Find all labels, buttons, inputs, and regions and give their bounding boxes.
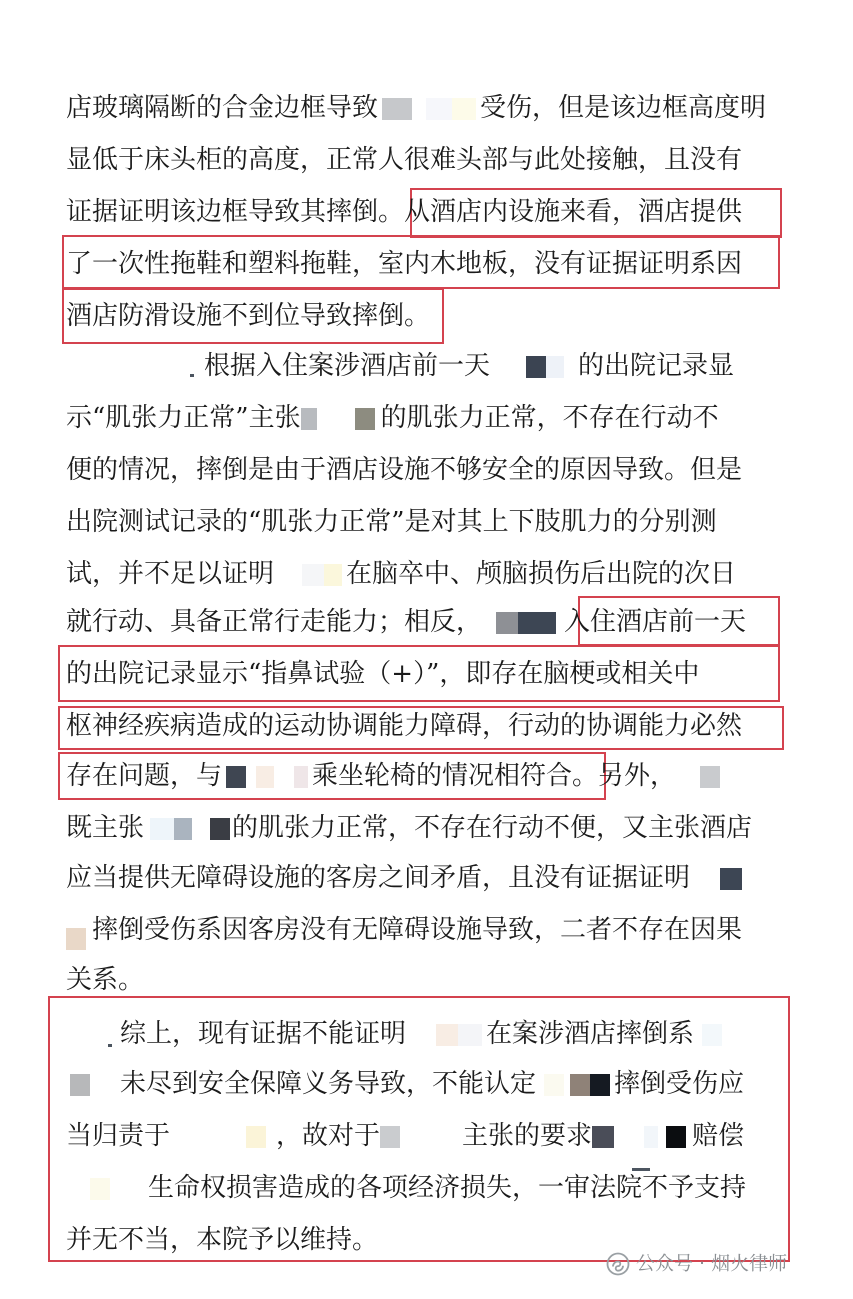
text-segment: 存在问题，与: [66, 761, 223, 791]
redaction-mask: [174, 818, 192, 840]
text-segment: 既主张: [66, 813, 145, 843]
text-segment: 在案涉酒店摔倒系: [486, 1019, 695, 1049]
text-line-2: [66, 140, 742, 180]
redaction-mask: [436, 1024, 458, 1046]
text-segment: 便的情况，摔倒是由于酒店设施不够安全的原因导致。但是: [66, 455, 743, 485]
text-line-16: [66, 858, 742, 898]
text-line-1: [66, 88, 766, 128]
text-line-21: [66, 1116, 744, 1156]
text-segment: 在脑卒中、颅脑损伤后出院的次日: [346, 559, 737, 589]
text-line-4: [66, 244, 742, 284]
redaction-mask: [301, 408, 317, 430]
redaction-mask: [150, 818, 174, 840]
redaction-mask: [546, 356, 564, 378]
text-segment: 的出院记录显示“指鼻试验（+）”，即存在脑梗或相关中: [66, 659, 700, 689]
text-segment: 应当提供无障碍设施的客房之间矛盾，且没有证据证明: [66, 863, 691, 893]
text-segment: 乘坐轮椅的情况相符合。另外，: [312, 761, 677, 791]
redaction-mask: [526, 356, 546, 378]
redaction-mask: [70, 1074, 90, 1096]
text-line-18: [66, 960, 144, 1000]
text-segment: 根据入住案涉酒店前一天: [204, 351, 491, 381]
text-segment: 就行动、具备正常行走能力；相反，: [66, 607, 483, 637]
text-segment: 店玻璃隔断的合金边框导致: [66, 93, 379, 123]
redaction-mask: [210, 818, 230, 840]
redaction-mask: [382, 98, 412, 120]
watermark-text: 公众号 · 烟火律师: [636, 1252, 788, 1275]
text-line-6: [204, 346, 734, 386]
text-segment: ，故对于: [276, 1121, 381, 1151]
text-segment: 枢神经疾病造成的运动协调能力障碍，行动的协调能力必然: [66, 711, 743, 741]
redaction-mask: [720, 868, 742, 890]
text-segment: 证据证明该边框导致其摔倒。从酒店内设施来看，酒店提供: [66, 197, 743, 227]
redaction-mask: [518, 612, 556, 634]
redaction-mask: [666, 1126, 686, 1148]
text-line-17: [66, 910, 742, 950]
text-line-10: [66, 554, 736, 594]
text-line-14: [66, 756, 720, 796]
redaction-mask: [590, 1074, 610, 1096]
text-line-19: [120, 1014, 722, 1054]
redaction-mask: [700, 766, 720, 788]
scan-artifact-mark: [190, 374, 194, 377]
text-segment: 了一次性拖鞋和塑料拖鞋，室内木地板，没有证据证明系因: [66, 249, 743, 279]
redaction-mask: [426, 98, 452, 120]
redaction-mask: [294, 766, 308, 788]
redaction-mask: [544, 1074, 564, 1096]
redaction-mask: [702, 1024, 722, 1046]
text-segment: 出院测试记录的“肌张力正常”是对其上下肢肌力的分别测: [66, 507, 717, 537]
redaction-mask: [570, 1074, 590, 1096]
text-line-8: [66, 450, 742, 490]
redaction-mask: [380, 1126, 400, 1148]
text-segment: 的肌张力正常，不存在行动不便，又主张酒店: [232, 813, 753, 843]
text-segment: 摔倒受伤系因客房没有无障碍设施导致，二者不存在因果: [92, 915, 743, 945]
text-segment: 未尽到安全保障义务导致，不能认定: [120, 1069, 537, 1099]
text-segment: 赔偿: [692, 1121, 745, 1151]
text-line-22: [66, 1168, 746, 1208]
redaction-mask: [592, 1126, 614, 1148]
wechat-official-account-icon: [606, 1252, 630, 1276]
text-line-15: [66, 808, 752, 848]
text-segment: 的出院记录显: [578, 351, 735, 381]
text-segment: 关系。: [66, 965, 145, 995]
text-line-12: [66, 654, 699, 694]
text-line-3: [66, 192, 742, 232]
redaction-mask: [66, 928, 86, 950]
text-segment: 入住酒店前一天: [564, 607, 747, 637]
text-segment: 酒店防滑设施不到位导致摔倒。: [66, 301, 431, 331]
redaction-mask: [452, 98, 476, 120]
text-segment: 主张的要求: [462, 1121, 593, 1151]
text-line-13: [66, 706, 742, 746]
redaction-mask: [226, 766, 246, 788]
text-segment: 并无不当，本院予以维持。: [66, 1225, 379, 1255]
text-line-11: [66, 602, 746, 642]
redaction-mask: [355, 408, 375, 430]
redaction-mask: [644, 1126, 658, 1148]
text-line-20: [66, 1064, 744, 1104]
text-line-23: [66, 1220, 378, 1260]
redaction-mask: [246, 1126, 266, 1148]
text-segment: 当归责于: [66, 1121, 171, 1151]
text-segment: 综上，现有证据不能证明: [120, 1019, 407, 1049]
text-segment: 显低于床头柜的高度，正常人很难头部与此处接触，且没有: [66, 145, 743, 175]
text-segment: 摔倒受伤应: [614, 1069, 745, 1099]
redaction-mask: [458, 1024, 482, 1046]
text-segment: 示“肌张力正常”主张: [66, 403, 301, 433]
redaction-mask: [496, 612, 518, 634]
text-line-9: [66, 502, 717, 542]
text-line-5: [66, 296, 430, 336]
text-segment: 受伤，但是该边框高度明: [480, 93, 767, 123]
text-segment: 试，并不足以证明: [66, 559, 275, 589]
text-segment: 生命权损害造成的各项经济损失，一审法院不予支持: [148, 1173, 747, 1203]
scan-artifact-mark: [108, 1044, 112, 1047]
redaction-mask: [256, 766, 274, 788]
redaction-mask: [324, 564, 342, 586]
redaction-mask: [302, 564, 324, 586]
text-segment: 的肌张力正常，不存在行动不: [380, 403, 719, 433]
watermark: [606, 1248, 787, 1278]
redaction-mask: [90, 1178, 110, 1200]
text-line-7: [66, 398, 719, 438]
